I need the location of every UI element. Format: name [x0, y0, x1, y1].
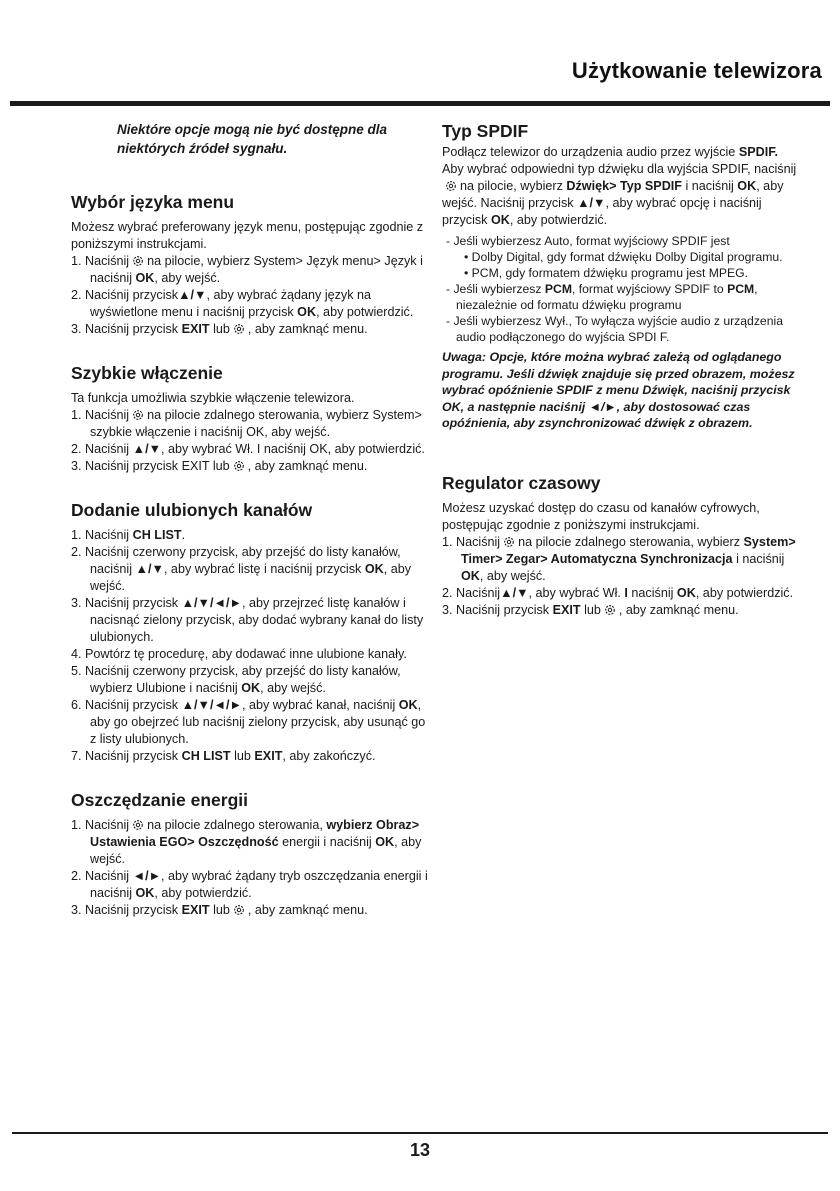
arrow-left-right-icon: ◄/► [588, 399, 617, 414]
gear-icon [445, 180, 457, 192]
left-column [71, 120, 433, 919]
section-title: Typ SPDIF [442, 121, 529, 141]
arrow-up-down-icon: ▲/▼ [500, 585, 529, 600]
gear-icon [233, 323, 245, 335]
section-spdif [442, 120, 802, 432]
list-item: - Jeśli wybierzesz Wył., To wyłącza wyjście audio z urządzenia audio podłączonego do wyjścia SPDI F. [446, 314, 783, 344]
list-item: • PCM, gdy formatem dźwięku programu jest MPEG. [464, 266, 748, 280]
section-intro: Możesz wybrać preferowany język menu, postępując zgodnie z poniższymi instrukcjami. [71, 220, 424, 251]
list-item: 2. Naciśnij▲/▼, aby wybrać Wł. I naciśnij OK, aby potwierdzić. [442, 585, 794, 600]
arrow-keys-icon: ▲/▼/◄/► [181, 596, 242, 610]
steps-list [71, 407, 433, 475]
list-item: 1. Naciśnij na pilocie, wybierz System> Język menu> Język i naciśnij OK, aby wejść. [71, 254, 423, 285]
section-title: Oszczędzanie energii [71, 790, 249, 810]
list-item: 2. Naciśnij przycisk▲/▼, aby wybrać żądany język na wyświetlone menu i naciśnij przycisk OK, aby potwierdzić. [71, 288, 414, 319]
intro-note: Niektóre opcje mogą nie być dostępne dla niektórych źródeł sygnału. [117, 122, 388, 156]
page-number: 13 [409, 1140, 431, 1160]
section-paragraph: Podłącz telewizor do urządzenia audio przez wyjście SPDIF. Aby wybrać odpowiedni typ dźwięku dla wyjścia SPDIF, naciśnijna pilocie, wybierz Dźwięk> Typ SPDIF i naciśnij OK, aby wejść. Naciśnij przycisk ▲/▼, aby wybrać opcję i naciśnij przycisk OK, aby potwierdzić. [442, 145, 797, 227]
arrow-up-down-icon: ▲/▼ [132, 442, 162, 456]
gear-icon [132, 255, 144, 267]
section-favorite-channels [71, 499, 433, 765]
list-item: 6. Naciśnij przycisk ▲/▼/◄/►, aby wybrać kanał, naciśnij OK, aby go obejrzeć lub naciśnij zielony przycisk, aby usunąć go z listy ulubionych. [71, 698, 426, 746]
section-intro: Możesz uzyskać dostęp do czasu od kanałów cyfrowych, postępując zgodnie z poniższymi instrukcjami. [442, 500, 760, 532]
section-title: Szybkie włączenie [71, 363, 223, 383]
list-item: 4. Powtórz tę procedurę, aby dodawać inne ulubione kanały. [71, 647, 407, 661]
arrow-keys-icon: ▲/▼/◄/► [181, 698, 242, 712]
steps-list [71, 253, 433, 338]
footer-rule [12, 1132, 828, 1134]
list-item: 1. Naciśnij na pilocie zdalnego sterowania, wybierz System> Timer> Zegar> Automatyczna Synchronizacja i naciśnij OK, aby wejść. [442, 534, 796, 583]
list-item: 3. Naciśnij przycisk EXIT lub , aby zamknąć menu. [71, 903, 368, 917]
gear-icon [233, 460, 245, 472]
gear-icon [233, 904, 245, 916]
list-item: 1. Naciśnij na pilocie zdalnego sterowania, wybierz Obraz> Ustawienia EGO> Oszczędność energii i naciśnij OK, aby wejść. [71, 818, 422, 866]
list-item: 2. Naciśnij ◄/►, aby wybrać żądany tryb oszczędzania energii i naciśnij OK, aby potwierdzić. [71, 869, 428, 900]
gear-icon [503, 536, 515, 548]
list-item: - Jeśli wybierzesz Auto, format wyjściowy SPDIF jest [446, 234, 730, 248]
spdif-note: Uwaga: Opcje, które można wybrać zależą od oglądanego programu. Jeśli dźwięk znajduje się przed obrazem, możesz wybrać opóźnienie SPDIF z menu Dźwięk, naciśnij przycisk OK, a następnie naciśnij ◄/►, aby dostosować czas opóźnienia, aby zsynchronizować dźwięk z obrazem. [442, 350, 795, 430]
list-item: - Jeśli wybierzesz PCM, format wyjściowy SPDIF to PCM, niezależnie od formatu dźwięku programu [446, 282, 758, 312]
list-item: 3. Naciśnij przycisk ▲/▼/◄/►, aby przejrzeć listę kanałów i nacisnąć zielony przycisk, aby dodać wybrany kanał do listy ulubionych. [71, 596, 424, 644]
steps-list [71, 527, 433, 765]
section-title: Dodanie ulubionych kanałów [71, 500, 313, 520]
right-column [442, 120, 802, 619]
list-item: 2. Naciśnij ▲/▼, aby wybrać Wł. I naciśnij OK, aby potwierdzić. [71, 442, 425, 456]
list-item: 1. Naciśnij na pilocie zdalnego sterowania, wybierz System> szybkie włączenie i naciśnij OK, aby wejść. [71, 408, 422, 439]
header-rule [10, 101, 830, 106]
list-item: 3. Naciśnij przycisk EXIT lub , aby zamknąć menu. [71, 322, 368, 336]
section-timer [442, 472, 802, 619]
list-item: 1. Naciśnij CH LIST. [71, 528, 186, 542]
section-title: Wybór języka menu [71, 192, 235, 212]
section-energy-saving [71, 789, 433, 919]
steps-list [71, 817, 433, 919]
arrow-up-down-icon: ▲/▼ [178, 288, 207, 302]
arrow-up-down-icon: ▲/▼ [135, 562, 164, 576]
section-quick-start [71, 362, 433, 475]
list-item: 2. Naciśnij czerwony przycisk, aby przejść do listy kanałów, naciśnij ▲/▼, aby wybrać listę i naciśnij przycisk OK, aby wejść. [71, 545, 412, 593]
page-header-title: Użytkowanie telewizora [571, 58, 822, 83]
list-item: • Dolby Digital, gdy format dźwięku Dolby Digital programu. [464, 250, 783, 264]
arrow-up-down-icon: ▲/▼ [577, 196, 606, 210]
gear-icon [132, 819, 144, 831]
section-menu-language [71, 191, 433, 338]
list-item: 3. Naciśnij przycisk EXIT lub , aby zamknąć menu. [71, 459, 368, 473]
options-list [442, 233, 802, 345]
arrow-left-right-icon: ◄/► [132, 869, 162, 883]
gear-icon [604, 604, 616, 616]
steps-list [442, 534, 802, 619]
gear-icon [132, 409, 144, 421]
list-item: 3. Naciśnij przycisk EXIT lub , aby zamknąć menu. [442, 602, 739, 617]
section-intro: Ta funkcja umożliwia szybkie włączenie telewizora. [71, 391, 355, 405]
list-item: 7. Naciśnij przycisk CH LIST lub EXIT, aby zakończyć. [71, 749, 376, 763]
list-item: 5. Naciśnij czerwony przycisk, aby przejść do listy kanałów, wybierz Ulubione i naciśnij OK, aby wejść. [71, 664, 401, 695]
section-title: Regulator czasowy [442, 472, 601, 493]
